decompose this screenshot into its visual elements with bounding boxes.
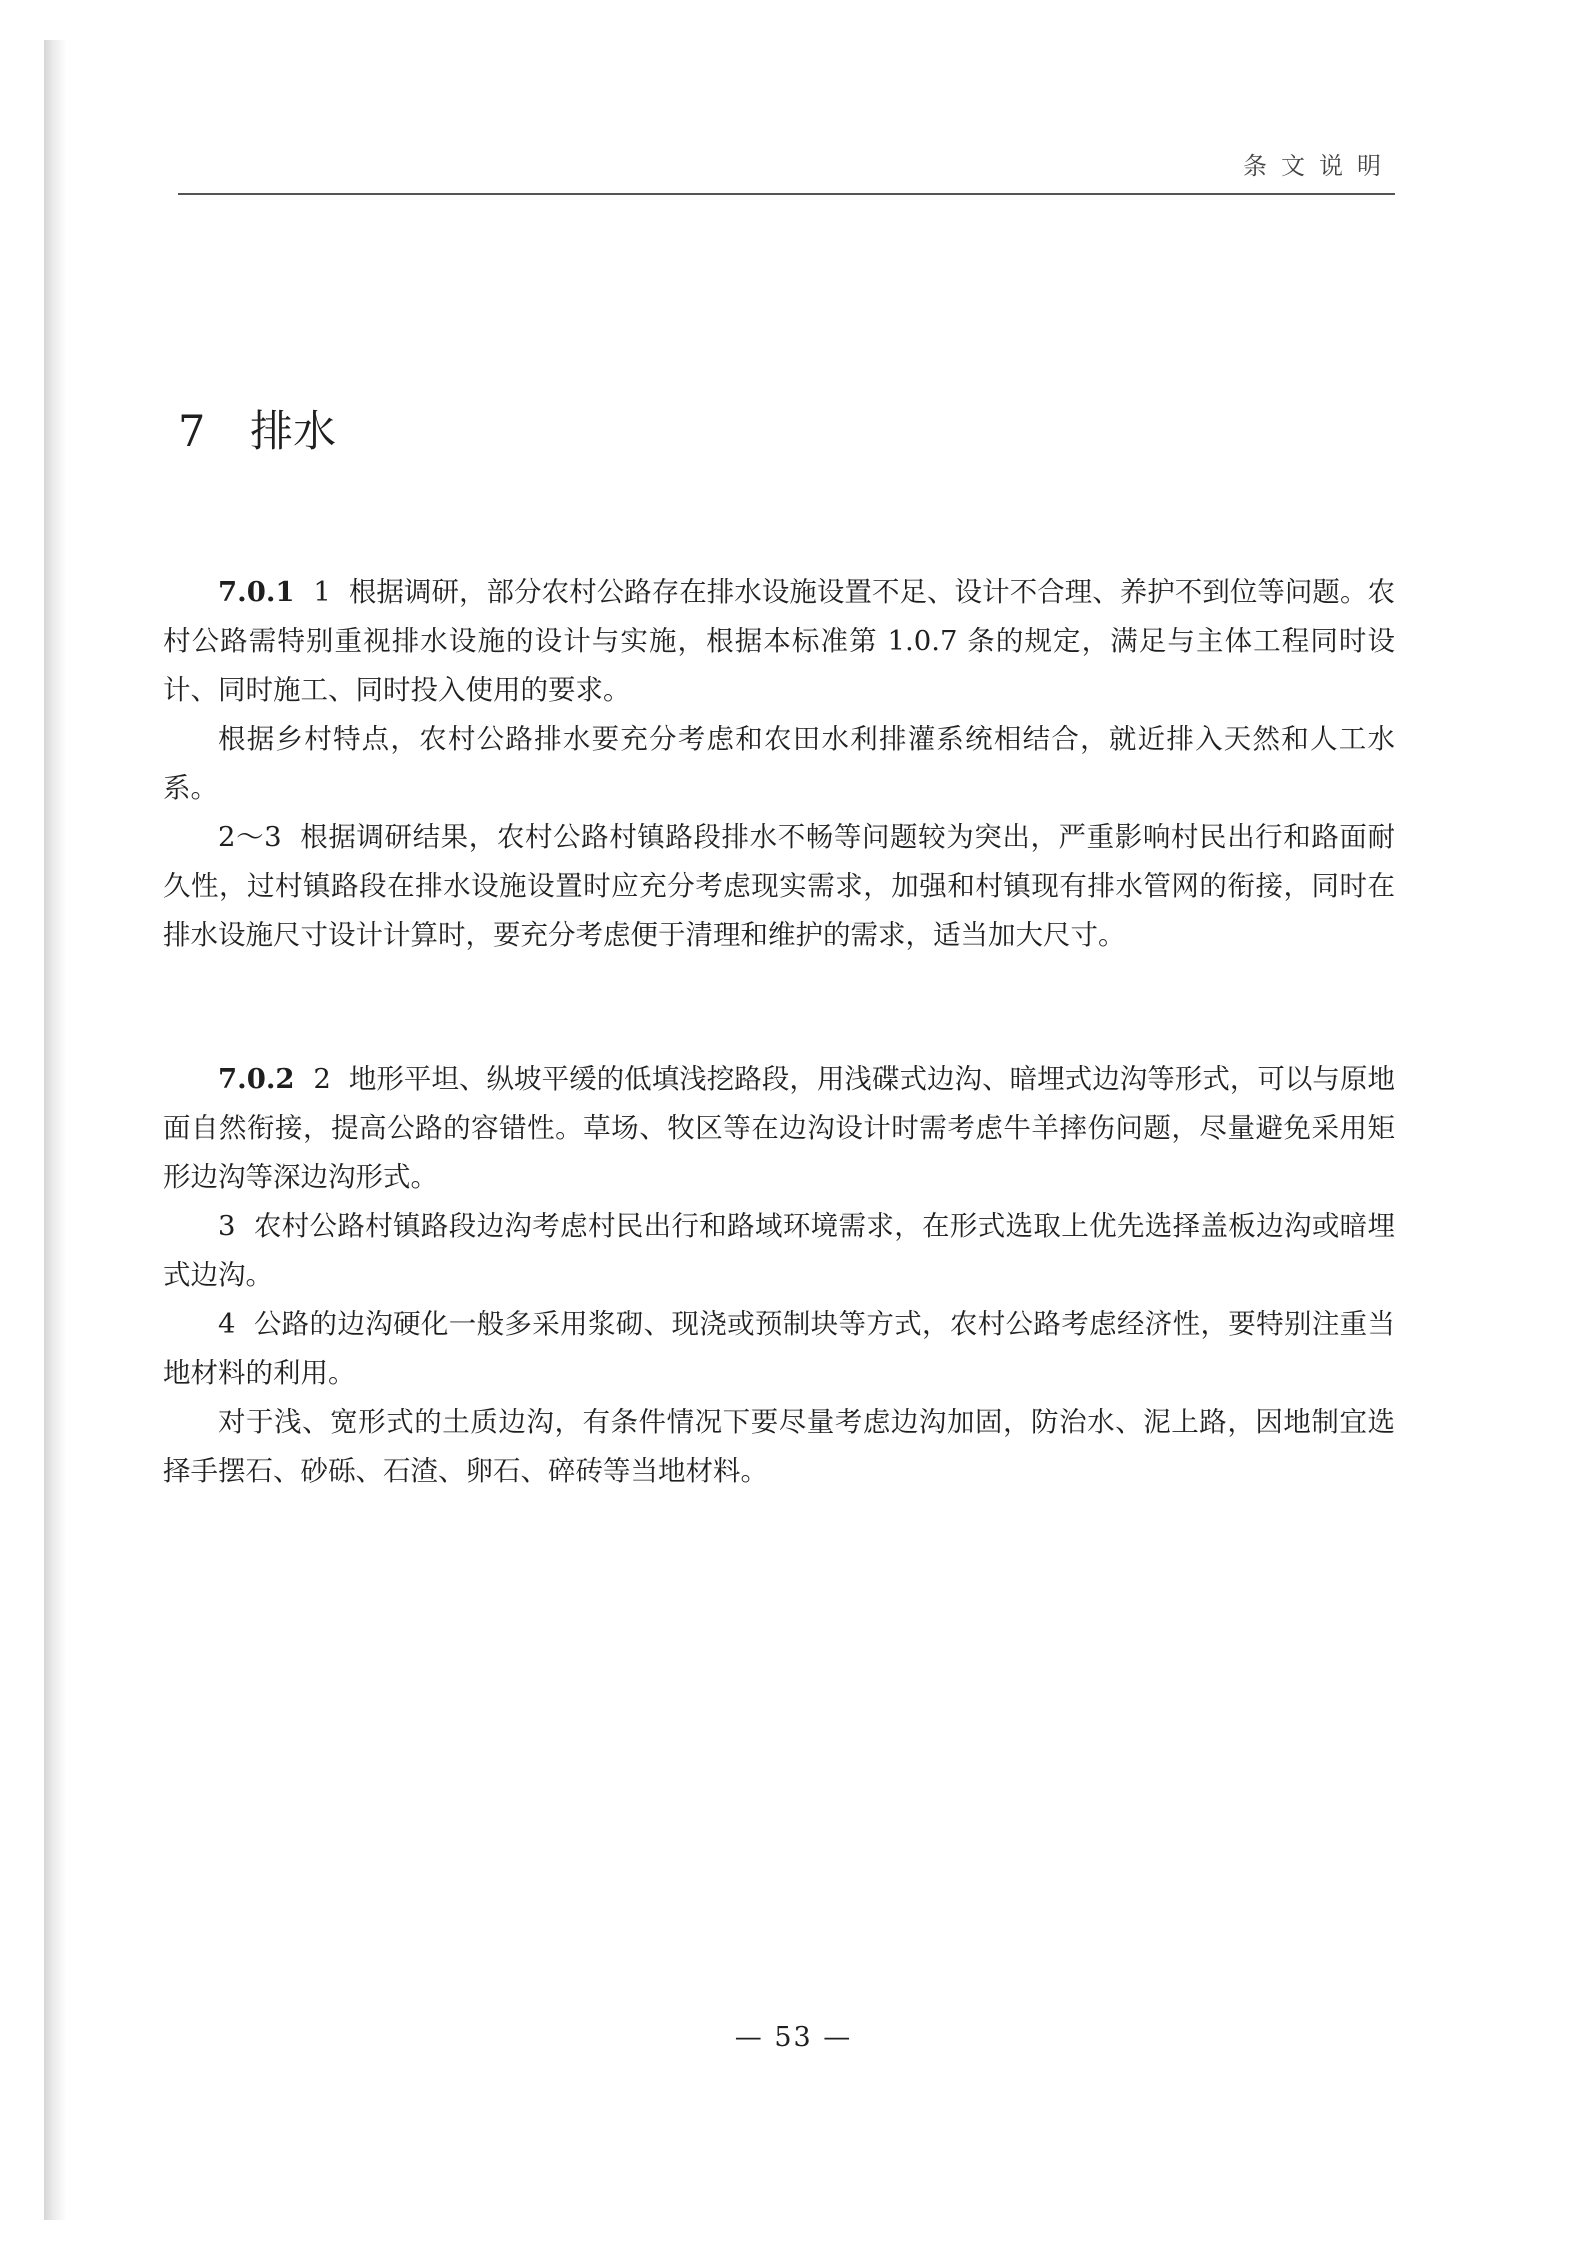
paragraph	[163, 1300, 1395, 1398]
running-header: 条文说明	[1243, 152, 1395, 180]
clause-number: 7.0.2	[218, 1063, 295, 1095]
paragraph-text: 根据调研结果，农村公路村镇路段排水不畅等问题较为突出，严重影响村民出行和路面耐久性，过村镇路段在排水设施设置时应充分考虑现实需求，加强和村镇现有排水管网的衔接，同时在排水设施尺寸设计计算时，要充分考虑便于清理和维护的需求，适当加大尺寸。	[163, 821, 1395, 951]
page-number: — 53 —	[734, 2022, 853, 2053]
item-number: 1	[313, 576, 331, 608]
item-number: 4	[218, 1308, 236, 1340]
paragraph	[163, 568, 1395, 715]
paragraph-text: 根据调研，部分农村公路存在排水设施设置不足、设计不合理、养护不到位等问题。农村公路需特别重视排水设施的设计与实施，根据本标准第 1.0.7 条的规定，满足与主体工程同时设计、同时施工、同时投入使用的要求。	[163, 576, 1395, 706]
clause-section-7-0-2	[163, 1055, 1395, 1496]
chapter-title	[178, 402, 336, 462]
paragraph-text: 根据乡村特点，农村公路排水要充分考虑和农田水利排灌系统相结合，就近排入天然和人工水系。	[163, 723, 1395, 804]
item-number: 3	[218, 1210, 236, 1242]
chapter-name: 排水	[250, 406, 336, 457]
item-number: 2～3	[218, 821, 282, 853]
paragraph	[163, 813, 1395, 960]
paragraph-text: 对于浅、宽形式的土质边沟，有条件情况下要尽量考虑边沟加固，防治水、泥上路，因地制宜选择手摆石、砂砾、石渣、卵石、碎砖等当地材料。	[163, 1406, 1395, 1487]
item-number: 2	[313, 1063, 331, 1095]
scan-binding-shadow	[44, 40, 66, 2220]
paragraph-text: 地形平坦、纵坡平缓的低填浅挖路段，用浅碟式边沟、暗埋式边沟等形式，可以与原地面自然衔接，提高公路的容错性。草场、牧区等在边沟设计时需考虑牛羊摔伤问题，尽量避免采用矩形边沟等深边沟形式。	[163, 1063, 1395, 1193]
chapter-number: 7	[178, 406, 206, 457]
paragraph	[163, 1202, 1395, 1300]
paragraph-text: 农村公路村镇路段边沟考虑村民出行和路域环境需求，在形式选取上优先选择盖板边沟或暗埋式边沟。	[163, 1210, 1395, 1291]
header-rule	[178, 193, 1395, 195]
clause-section-7-0-1	[163, 568, 1395, 960]
paragraph-text: 公路的边沟硬化一般多采用浆砌、现浇或预制块等方式，农村公路考虑经济性，要特别注重当地材料的利用。	[163, 1308, 1395, 1389]
paragraph	[163, 715, 1395, 813]
paragraph	[163, 1398, 1395, 1496]
paragraph	[163, 1055, 1395, 1202]
clause-number: 7.0.1	[218, 576, 295, 608]
